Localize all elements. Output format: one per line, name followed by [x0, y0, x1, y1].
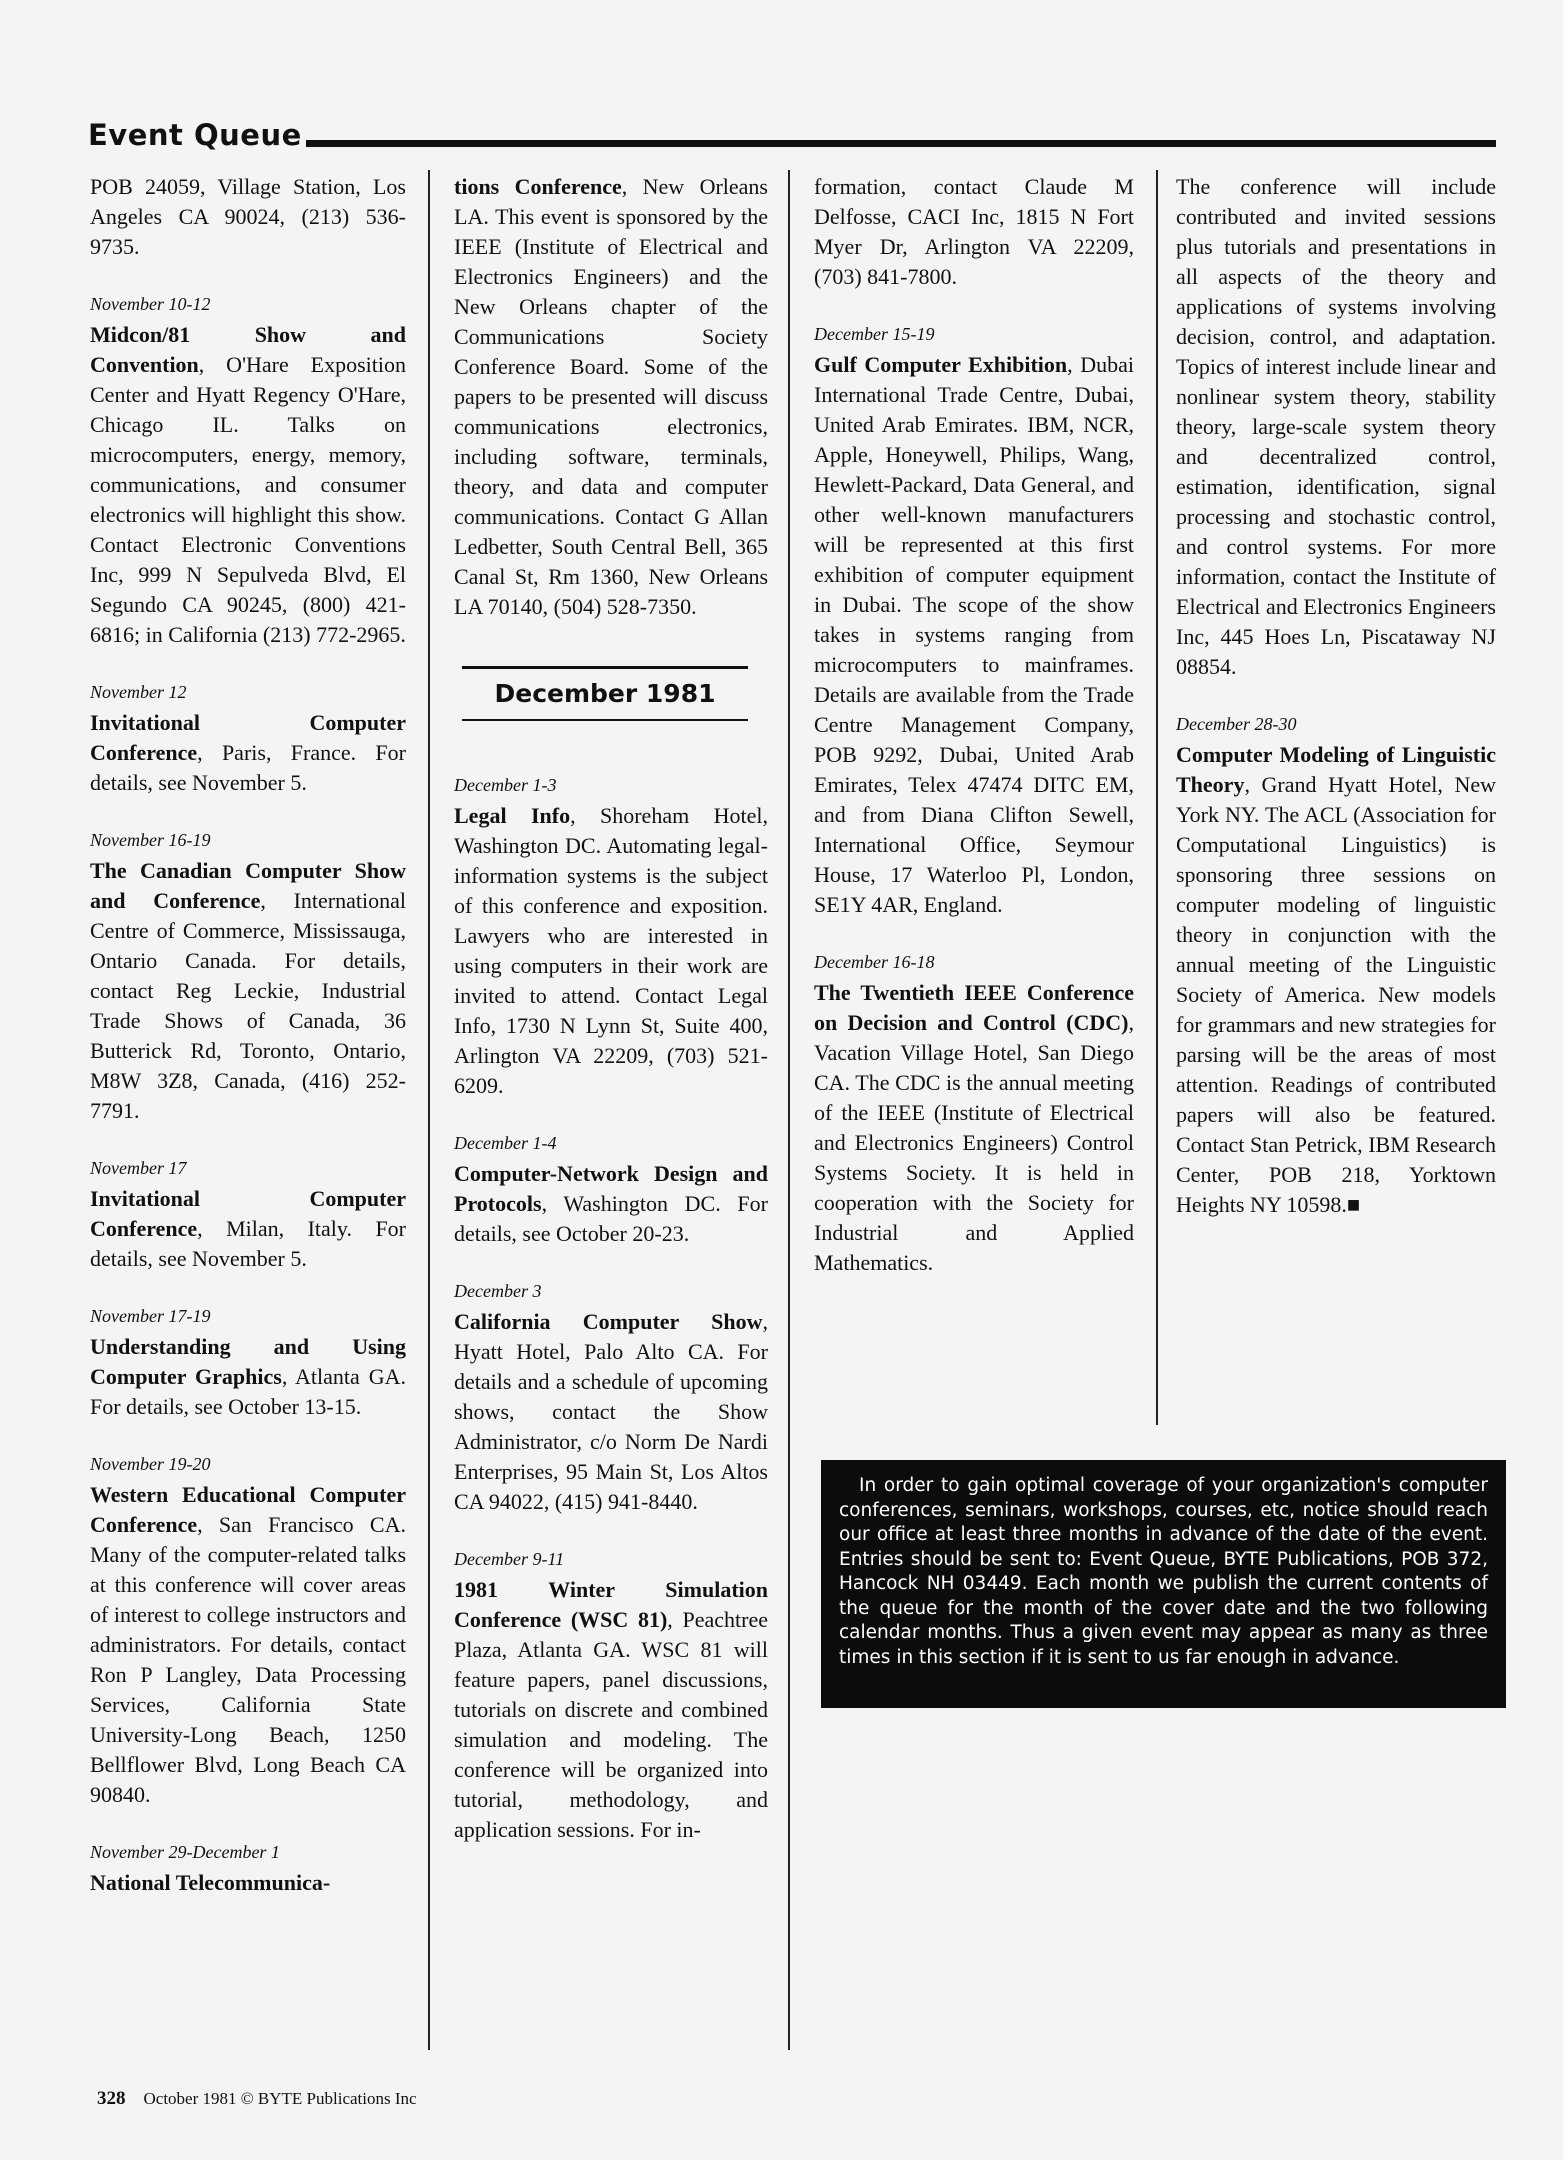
event-entry: [90, 1304, 406, 1422]
event-body: , Peachtree Plaza, Atlanta GA. WSC 81 will feature papers, panel discussions, tutorials on discrete and combined simulation and modeling. The conference will be organized into tutorial, methodology, and application sessions. For in-: [454, 1607, 768, 1842]
event-date: November 10-12: [90, 294, 211, 314]
event-text: [814, 350, 1134, 920]
event-title: Gulf Computer Exhibition: [814, 352, 1068, 377]
event-text: [90, 856, 406, 1126]
event-title: California Computer Show: [454, 1309, 763, 1334]
event-body: , Atlanta GA. For details, see October 13-15.: [90, 1364, 406, 1419]
event-title: 1981 Winter Simulation Conference (WSC 81): [454, 1577, 768, 1632]
event-title: The Canadian Computer Show and Conference: [90, 858, 406, 913]
event-body: , International Centre of Commerce, Mississauga, Ontario Canada. For details, contact Reg Leckie, Industrial Trade Shows of Canada, 36 Butterick Rd, Toronto, Ontario, M8W 3Z8, Canada, (416) 252-7791.: [90, 888, 406, 1123]
event-body: , Hyatt Hotel, Palo Alto CA. For details and a schedule of upcoming shows, contact the Show Administrator, c/o Norm De Nardi Enterprises, 95 Main St, Los Altos CA 94022, (415) 941-8440.: [454, 1309, 768, 1514]
entry-body: , New Orleans LA. This event is sponsored by the IEEE (Institute of Electrical and Electronics Engineers) and the New Orleans chapter of the Communications Society Conference Board. Some of the papers to be presented will discuss communications electronics, including software, terminals, theory, and data and computer communications. Contact G Allan Ledbetter, South Central Bell, 365 Canal St, Rm 1360, New Orleans LA 70140, (504) 528-7350.: [454, 174, 768, 619]
event-date: December 16-18: [814, 952, 935, 972]
footer-text: October 1981 © BYTE Publications Inc: [143, 2089, 417, 2108]
event-text: [90, 320, 406, 650]
event-text: [90, 1332, 406, 1422]
event-text: [454, 801, 768, 1101]
event-entry: [90, 1840, 406, 1898]
event-title: Computer Modeling of Linguistic Theory: [1176, 742, 1496, 797]
event-date: November 17-19: [90, 1306, 211, 1326]
event-entry: [454, 1131, 768, 1249]
event-title: The Twentieth IEEE Conference on Decision and Control (CDC): [814, 980, 1134, 1035]
continued-text: [1176, 172, 1496, 682]
event-body: , Milan, Italy. For details, see November 5.: [90, 1216, 406, 1271]
column-3: [814, 172, 1134, 1308]
event-body: , Grand Hyatt Hotel, New York NY. The ACL (Association for Computational Linguistics) is sponsoring three sessions on computer modeling of linguistic theory in conjunction with the annual meeting of the Linguistic Society of America. New models for grammars and new strategies for parsing will be the areas of most attention. Readings of contributed papers will also be featured. Contact Stan Petrick, IBM Research Center, POB 218, Yorktown Heights NY 10598.■: [1176, 772, 1496, 1217]
page-header: [88, 118, 1496, 152]
event-title: Midcon/81 Show and Convention: [90, 322, 406, 377]
event-text: [454, 1307, 768, 1517]
event-text: [90, 1480, 406, 1810]
event-title: Understanding and Using Computer Graphics: [90, 1334, 406, 1389]
event-entry: [454, 773, 768, 1101]
entry-title: tions Conference: [454, 174, 622, 199]
page-title: Event Queue: [88, 118, 306, 152]
column-4: [1176, 172, 1496, 1250]
event-date: December 1-4: [454, 1133, 557, 1153]
column-1: [90, 172, 406, 1928]
event-date: November 19-20: [90, 1454, 211, 1474]
event-body: , Shoreham Hotel, Washington DC. Automating legal-information systems is the subject of this conference and exposition. Lawyers who are interested in using computers in their work are invited to attend. Contact Legal Info, 1730 N Lynn St, Suite 400, Arlington VA 22209, (703) 521-6209.: [454, 803, 768, 1098]
event-body: , O'Hare Exposition Center and Hyatt Regency O'Hare, Chicago IL. Talks on microcomputers, energy, memory, communications, and consumer electronics will highlight this show. Contact Electronic Conventions Inc, 999 N Sepulveda Blvd, El Segundo CA 90245, (800) 421-6816; in California (213) 772-2965.: [90, 352, 406, 647]
event-title: Legal Info: [454, 803, 571, 828]
event-text: [454, 1159, 768, 1249]
event-date: November 12: [90, 682, 187, 702]
event-date: December 28-30: [1176, 714, 1297, 734]
event-entry: [90, 828, 406, 1126]
event-body: , Paris, France. For details, see November 5.: [90, 740, 406, 795]
event-text: [90, 1868, 406, 1898]
column-divider: [1156, 170, 1158, 1425]
event-date: November 29-December 1: [90, 1842, 280, 1862]
event-entry: [90, 1452, 406, 1810]
continued-text: [90, 172, 406, 262]
entry-body: POB 24059, Village Station, Los Angeles CA 90024, (213) 536-9735.: [90, 174, 406, 259]
event-title: National Telecommunica-: [90, 1870, 331, 1895]
event-body: , Dubai International Trade Centre, Dubai, United Arab Emirates. IBM, NCR, Apple, Honeywell, Philips, Wang, Hewlett-Packard, Data General, and other well-known manufacturers will be represented at this first exhibition of computer equipment in Dubai. The scope of the show takes in systems ranging from microcomputers to mainframes. Details are available from the Trade Centre Management Company, POB 9292, Dubai, United Arab Emirates, Telex 47474 DITC EM, and from Diana Clifton Sewell, International Office, Seymour House, 17 Waterloo Pl, London, SE1Y 4AR, England.: [814, 352, 1134, 917]
column-divider: [788, 170, 790, 2050]
event-entry: [454, 1547, 768, 1845]
entry-body: formation, contact Claude M Delfosse, CACI Inc, 1815 N Fort Myer Dr, Arlington VA 22209, (703) 841-7800.: [814, 174, 1134, 289]
page-number: 328: [97, 2088, 126, 2109]
event-title: Invitational Computer Conference: [90, 710, 406, 765]
event-entry: [1176, 712, 1496, 1220]
event-text: [90, 708, 406, 798]
column-divider: [428, 170, 430, 2050]
event-body: , Vacation Village Hotel, San Diego CA. The CDC is the annual meeting of the IEEE (Institute of Electrical and Electronics Engineers) Control Systems Society. It is held in cooperation with the Society for Industrial and Applied Mathematics.: [814, 1010, 1134, 1275]
event-text: [814, 978, 1134, 1278]
event-date: December 9-11: [454, 1549, 565, 1569]
event-body: , San Francisco CA. Many of the computer-related talks at this conference will cover areas of interest to college instructors and administrators. For details, contact Ron P Langley, Data Processing Services, California State University-Long Beach, 1250 Bellflower Blvd, Long Beach CA 90840.: [90, 1512, 406, 1807]
event-date: December 3: [454, 1281, 542, 1301]
page-footer: [97, 2088, 417, 2110]
event-entry: [90, 1156, 406, 1274]
event-body: , Washington DC. For details, see October 20-23.: [454, 1191, 768, 1246]
event-date: December 1-3: [454, 775, 557, 795]
event-entry: [90, 680, 406, 798]
section-heading: December 1981: [462, 666, 748, 721]
entry-body: The conference will include contributed and invited sessions plus tutorials and presentations in all aspects of the theory and applications of systems involving decision, control, and adaptation. Topics of interest include linear and nonlinear system theory, stability theory, large-scale system theory and decentralized control, estimation, identification, signal processing and stochastic control, and control systems. For more information, contact the Institute of Electrical and Electronics Engineers Inc, 445 Hoes Ln, Piscataway NJ 08854.: [1176, 174, 1496, 679]
event-text: [90, 1184, 406, 1274]
event-entry: [454, 1279, 768, 1517]
continued-text: [814, 172, 1134, 292]
event-date: November 17: [90, 1158, 187, 1178]
continued-text: [454, 172, 768, 622]
event-entry: [814, 950, 1134, 1278]
event-title: Computer-Network Design and Protocols: [454, 1161, 768, 1216]
event-text: [454, 1575, 768, 1845]
submission-notice-box: In order to gain optimal coverage of your organization's computer conferences, seminars, workshops, courses, etc, notice should reach our office at least three months in advance of the date of the event. Entries should be sent to: Event Queue, BYTE Publications, POB 372, Hancock NH 03449. Each month we publish the current contents of the queue for the month of the cover date and the two following calendar months. Thus a given event may appear as many as three times in this section if it is sent to us far enough in advance.: [821, 1460, 1506, 1708]
event-title: Western Educational Computer Conference: [90, 1482, 406, 1537]
event-date: November 16-19: [90, 830, 211, 850]
column-2: [454, 172, 768, 1875]
event-entry: [814, 322, 1134, 920]
event-text: [1176, 740, 1496, 1220]
event-title: Invitational Computer Conference: [90, 1186, 406, 1241]
event-date: December 15-19: [814, 324, 935, 344]
event-entry: [90, 292, 406, 650]
